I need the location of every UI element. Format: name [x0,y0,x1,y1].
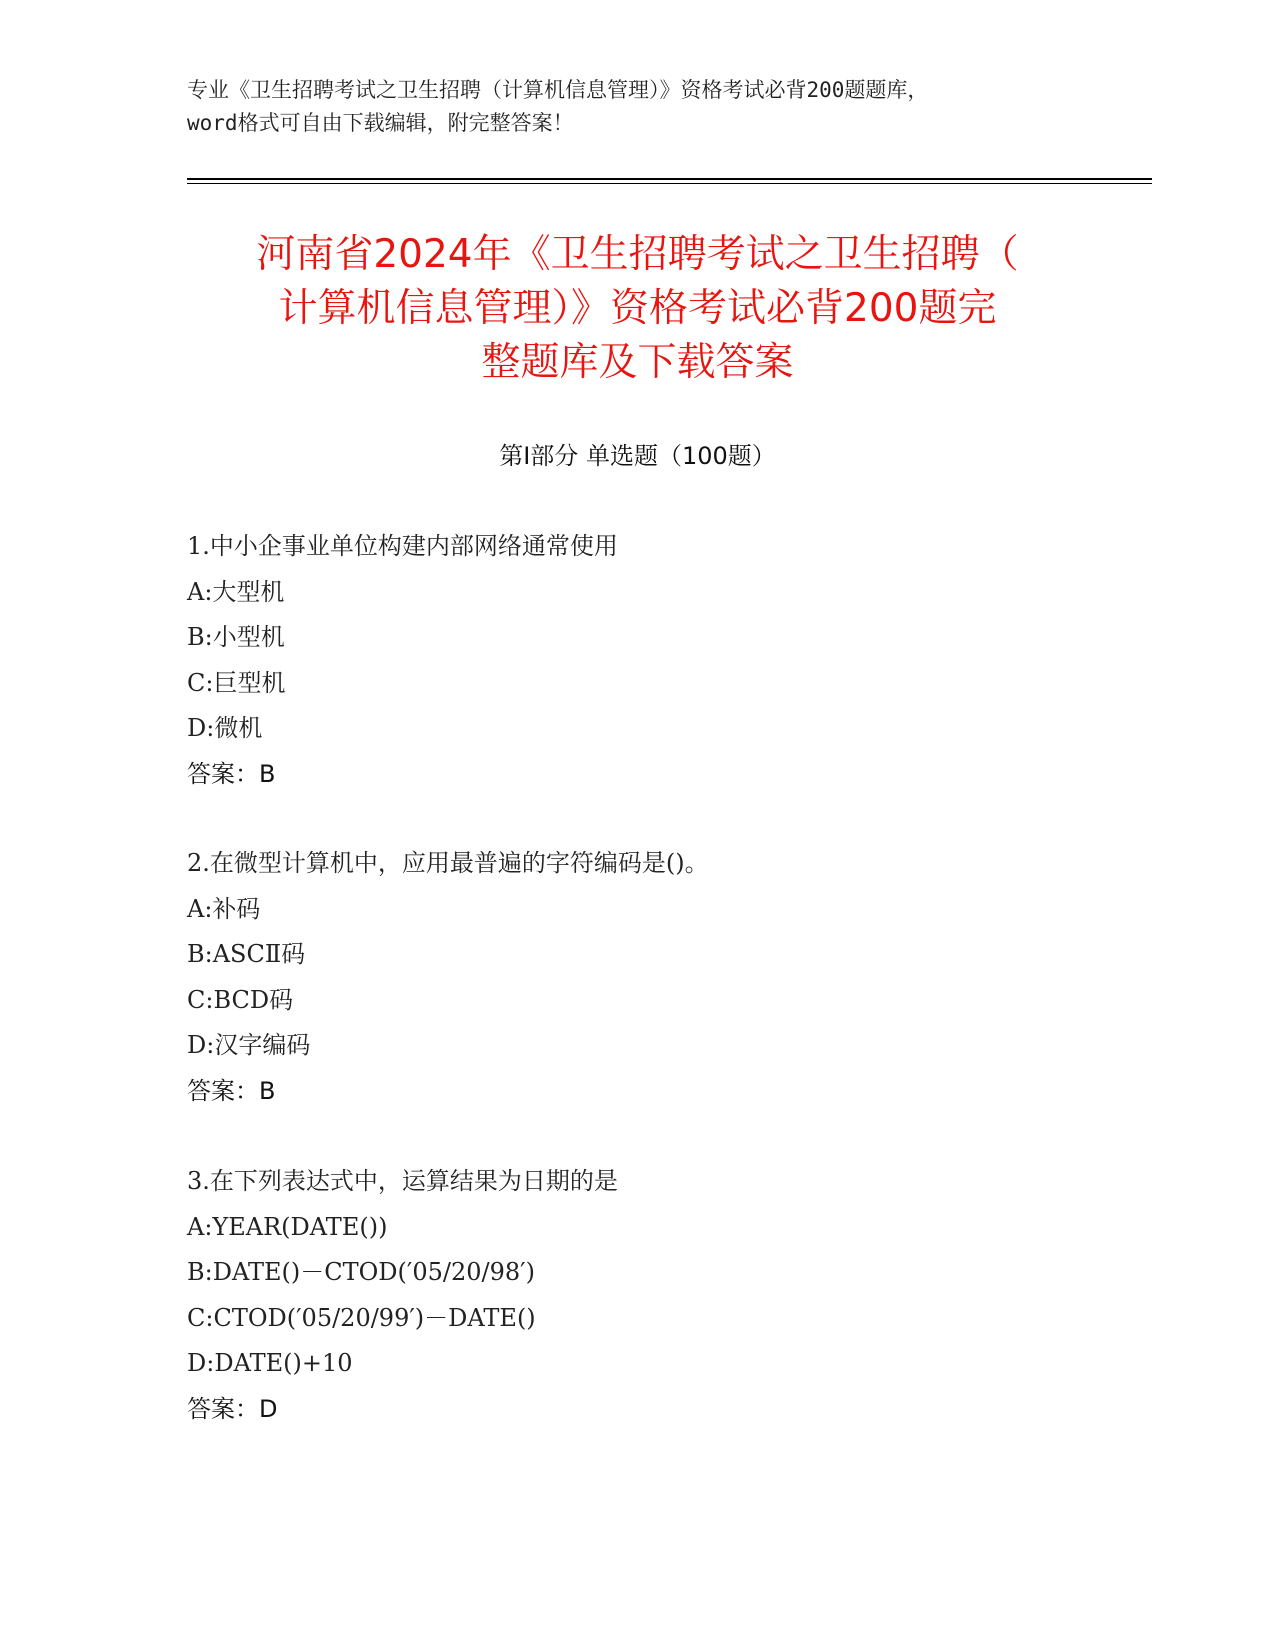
header-note-line-2: word格式可自由下载编辑，附完整答案！ [187,111,574,135]
title-line-3: 整题库及下载答案 [481,340,794,385]
option-a: A:补码 [187,894,261,923]
question-stem: 2.在微型计算机中，应用最普遍的字符编码是()。 [187,849,709,877]
header-divider-thin [187,183,1152,184]
document-header-note [187,74,1087,140]
option-a: A:大型机 [187,577,285,606]
option-d: D:DATE()+10 [187,1349,353,1377]
option-d: D:微机 [187,714,263,742]
title-line-1: 河南省2024年《卫生招聘考试之卫生招聘（ [256,232,1019,277]
header-divider-thick [187,178,1152,180]
option-b: B:小型机 [187,623,285,651]
title-line-2: 计算机信息管理）》资格考试必背200题完 [278,286,997,331]
question-item [187,524,1087,797]
option-c: C:CTOD(′05/20/99′)－DATE() [187,1303,536,1332]
answer-label: 答案：B [187,1076,276,1105]
header-note-line-1: 专业《卫生招聘考试之卫生招聘（计算机信息管理）》资格考试必背200题题库， [187,78,929,102]
option-d: D:汉字编码 [187,1031,311,1059]
question-stem: 1.中小企事业单位构建内部网络通常使用 [187,532,618,560]
option-b: B:ASCⅡ码 [187,940,306,968]
section-heading: 第Ⅰ部分 单选题（100题） [499,442,776,470]
option-c: C:巨型机 [187,668,286,697]
answer-label: 答案：B [187,759,276,788]
question-stem: 3.在下列表达式中，运算结果为日期的是 [187,1167,618,1195]
document-title [170,228,1105,390]
option-b: B:DATE()－CTOD(′05/20/98′) [187,1258,535,1286]
option-a: A:YEAR(DATE()) [187,1212,388,1241]
answer-label: 答案：D [187,1394,278,1423]
question-item [187,1159,1087,1432]
question-item [187,841,1087,1114]
option-c: C:BCD码 [187,985,294,1014]
